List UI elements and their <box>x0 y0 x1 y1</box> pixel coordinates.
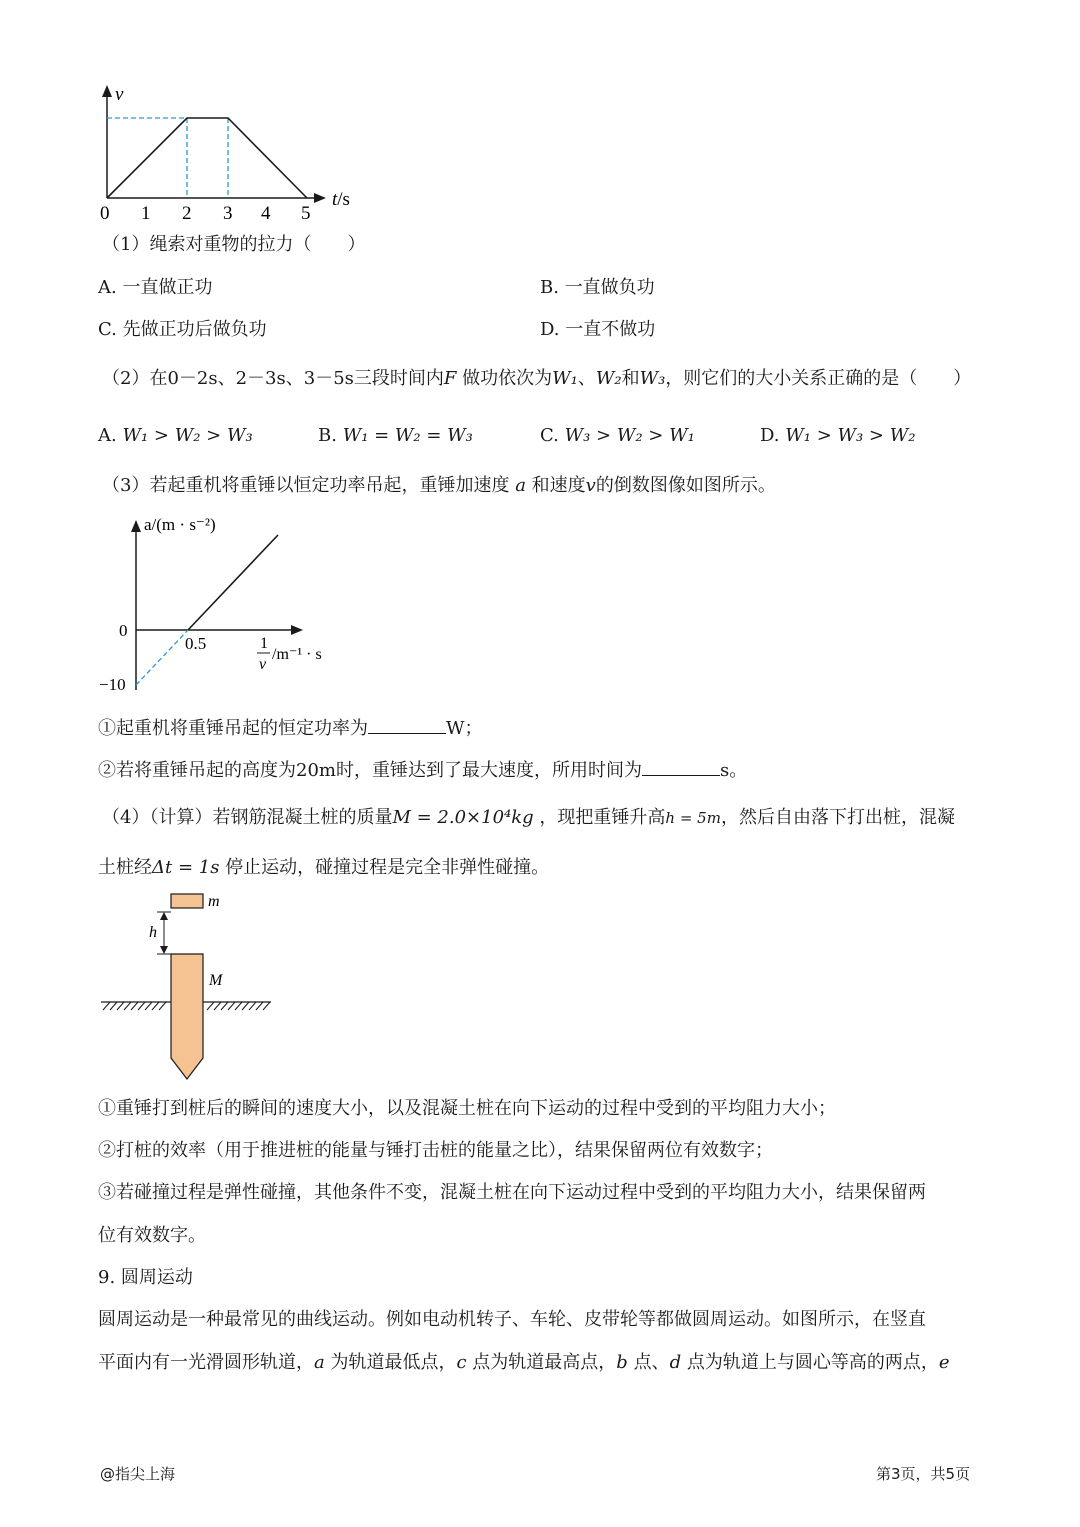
t-tick-4: 4 <box>261 203 271 224</box>
q4-sub2: ②打桩的效率（用于推进桩的能量与锤打击桩的能量之比），结果保留两位有效数字； <box>98 1140 773 1161</box>
a-axis-label: a/(m · s⁻²) <box>144 515 216 534</box>
t-axis-label: t/s <box>332 189 350 210</box>
q3-sub1-blank[interactable] <box>368 715 446 734</box>
velocity-time-graph <box>95 80 365 225</box>
q4-line2: 土桩经Δt = 1s 停止运动，碰撞过程是完全非弹性碰撞。 <box>98 857 550 878</box>
a-line-solid <box>188 535 278 630</box>
x-label-denominator: v <box>259 656 267 673</box>
q2-option-d[interactable]: D. W₁ > W₃ > W₂ <box>760 425 916 446</box>
inverse-v-axis-arrow <box>291 625 303 635</box>
q3-stem: （3）若起重机将重锤以恒定功率吊起，重锤加速度 a 和速度v的倒数图像如图所示。 <box>102 475 776 496</box>
q2-option-a[interactable]: A. W₁ > W₂ > W₃ <box>98 425 253 446</box>
pile-label: M <box>209 972 223 989</box>
a-axis-arrow <box>131 520 141 532</box>
x-tick-05: 0.5 <box>185 634 207 653</box>
q1-option-a[interactable]: A. 一直做正功 <box>98 277 213 298</box>
t-axis-arrow <box>314 193 326 203</box>
footer-source: @指尖上海 <box>100 1465 176 1483</box>
q3-sub1: ①起重机将重锤吊起的恒定功率为 W； <box>98 715 483 741</box>
q4-sub3-line1: ③若碰撞过程是弹性碰撞，其他条件不变，混凝土桩在向下运动过程中受到的平均阻力大小，结果保留两 <box>98 1182 926 1203</box>
q1-stem: （1）绳索对重物的拉力（ ） <box>102 234 366 255</box>
t-tick-1: 1 <box>141 203 151 224</box>
q4-sub3-line2: 位有效数字。 <box>98 1225 206 1246</box>
velocity-curve <box>107 118 307 198</box>
hammer-block <box>171 894 203 908</box>
q2-stem: （2）在0－2s、2－3s、3－5s三段时间内F 做功依次为W₁、W₂和W₃，则它们的大小关系正确的是（ ） <box>102 368 972 389</box>
t-tick-3: 3 <box>223 203 233 224</box>
q2-option-c[interactable]: C. W₃ > W₂ > W₁ <box>540 425 695 446</box>
x-label-unit: /m⁻¹ · s <box>272 646 322 663</box>
acceleration-inverse-velocity-graph <box>95 508 345 698</box>
h-arrow-up <box>160 912 168 920</box>
q1-option-d[interactable]: D. 一直不做功 <box>540 319 656 340</box>
footer-page-number: 第3页，共5页 <box>876 1465 971 1483</box>
q9-line1: 圆周运动是一种最常见的曲线运动。例如电动机转子、车轮、皮带轮等都做圆周运动。如图所示，在竖直 <box>98 1309 926 1330</box>
t-tick-0: 0 <box>100 203 110 224</box>
x-label-numerator: 1 <box>260 635 268 652</box>
q9-line2: 平面内有一光滑圆形轨道，a 为轨道最低点，c 点为轨道最高点，b 点、d 点为轨道上与圆心等高的两点，e <box>98 1352 950 1373</box>
q3-sub2: ②若将重锤吊起的高度为20m时，重锤达到了最大速度，所用时间为 s。 <box>98 757 747 783</box>
q2-option-b[interactable]: B. W₁ = W₂ = W₃ <box>318 425 473 446</box>
a-tick-0: 0 <box>119 621 128 640</box>
hammer-label: m <box>208 893 220 910</box>
a-tick-neg10: −10 <box>99 675 126 694</box>
q1-option-b[interactable]: B. 一直做负功 <box>540 277 655 298</box>
q1-option-c[interactable]: C. 先做正功后做负功 <box>98 319 267 340</box>
t-tick-2: 2 <box>182 203 192 224</box>
v-axis-label: v <box>115 84 124 105</box>
height-label: h <box>149 924 157 941</box>
a-line-extrapolated <box>136 630 188 685</box>
q9-title: 9. 圆周运动 <box>98 1267 193 1288</box>
v-axis-arrow <box>102 85 112 97</box>
q3-sub2-blank[interactable] <box>642 757 720 776</box>
pile-driver-figure <box>95 888 280 1086</box>
q4-line1: （4）（计算）若钢筋混凝土桩的质量M = 2.0×10⁴kg ，现把重锤升高h = 5m，然后自由落下打出桩，混凝 <box>102 807 955 828</box>
q4-sub1: ①重锤打到桩后的瞬间的速度大小，以及混凝土桩在向下运动的过程中受到的平均阻力大小； <box>98 1098 836 1119</box>
t-tick-5: 5 <box>301 203 311 224</box>
concrete-pile <box>171 954 203 1079</box>
h-arrow-down <box>160 946 168 954</box>
